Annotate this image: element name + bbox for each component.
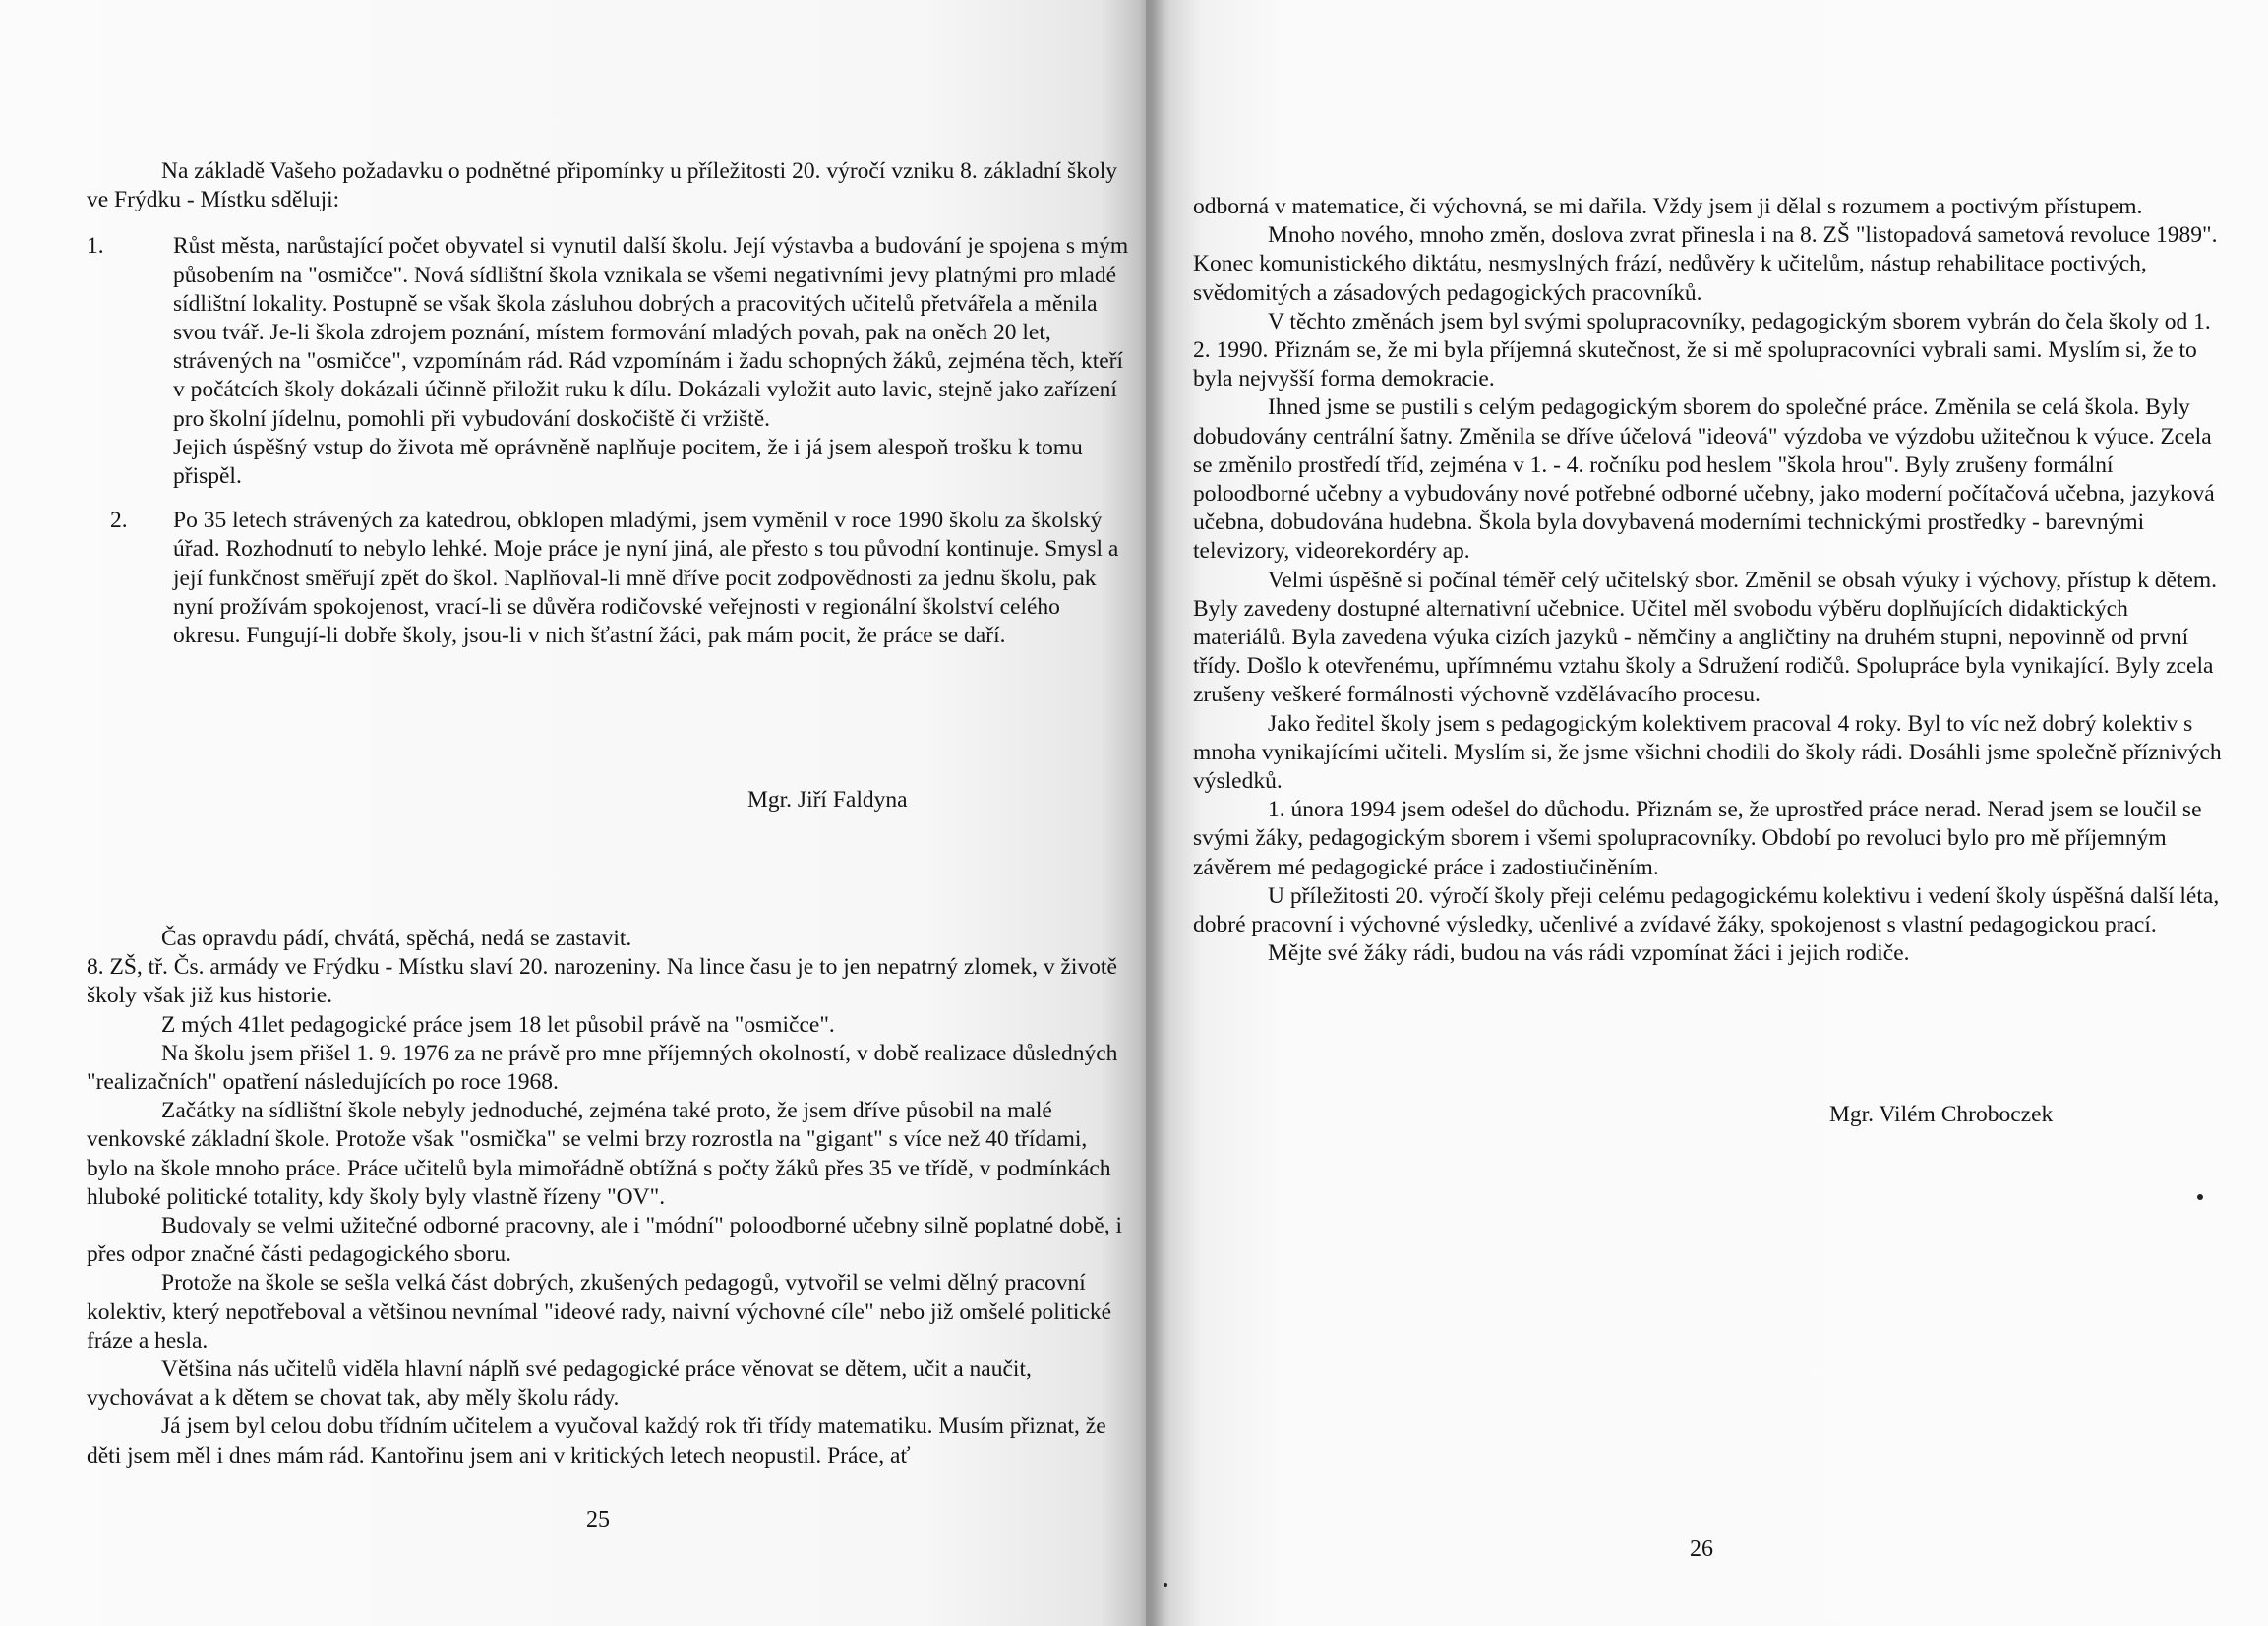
right-paragraph-3: Ihned jsme se pustili s celým pedagogickým sborem do společné práce. Změnila se celá škola. Byly dobudovány centrální šatny. Změnila se dříve účelová "ideová" výzdoba ve výzdobu užitečnou k výuce. Zcela se změnilo prostředí tříd, zejména v 1. - 4. ročníku pod heslem "škola hrou". Byly zrušeny formální poloodborné učebny a vybudovány nové potřebné odborné učebny, jako moderní počítačová učebna, jazyková učebna, dobudována hudebna. Škola byla dovybavená moderními technickými prostředky - barevnými televizory, videorekordéry ap.: [1193, 394, 2215, 565]
list-item-1-text: Růst města, narůstající počet obyvatel si vynutil další školu. Její výstavba a budování je spojena s mým působením na "osmičce". Nová sídlištní škola vznikala se všemi negativními jevy platnými pro mladé sídlištní lokality. Postupně se však škola zásluhou dobrých a pracovitých učitelů přetvářela a měnila svou tvář. Je-li škola zdrojem poznání, místem formování mladých povah, pak na oněch 20 let, strávených na "osmičce", vzpomínám rád. Rád vzpomínám i žadu schopných žáků, zejména těch, kteří v počátcích školy dokázali účinně přiložit ruku k dílu. Dokázali vyložit auto lavic, stejně jako zařízení pro školní jídelnu, pomohli při vybudování doskočiště či vržiště.: [173, 233, 1129, 432]
list-item-2-number: 2.: [110, 508, 128, 534]
page-number-left: 25: [586, 1507, 610, 1533]
left-paragraph-3: Z mých 41let pedagogické práce jsem 18 let působil právě na "osmičce".: [161, 1011, 835, 1038]
list-item-1: [87, 232, 1129, 491]
left-paragraph-6: Budovaly se velmi užitečné odborné pracovny, ale i "módní" poloodborné učebny silně poplatné době, i přes odpor značné části pedagogického sboru.: [87, 1213, 1122, 1268]
left-paragraph-2: 8. ZŠ, tř. Čs. armády ve Frýdku - Místku slaví 20. narozeniny. Na lince času je to jen nepatrný zlomek, v životě školy však již kus historie.: [87, 954, 1117, 1009]
page-number-right: 26: [1690, 1536, 1713, 1562]
list-item-2-text: Po 35 letech strávených za katedrou, obklopen mladými, jsem vyměnil v roce 1990 školu za školský úřad. Rozhodnutí to nebylo lehké. Moje práce je nyní jiná, ale přesto s tou původní kontinuje. Smysl a její funkčnost směřují zpět do škol. Naplňoval-li mně dříve pocit zodpovědnosti za jednu školu, pak nyní prožívám spokojenost, vrací-li se důvěra rodičovské veřejnosti v regionální školství celého okresu. Fungují-li dobře školy, jsou-li v nich šťastní žáci, pak mám pocit, že práce se daří.: [173, 508, 1119, 649]
left-paragraph-1: Čas opravdu pádí, chvátá, spěchá, nedá se zastavit.: [161, 926, 632, 951]
letter-1: [87, 157, 1129, 650]
signature-faldyna: Mgr. Jiří Faldyna: [747, 787, 908, 813]
right-paragraph-6: 1. února 1994 jsem odešel do důchodu. Přiznám se, že uprostřed práce nerad. Nerad jsem se loučil se svými žáky, pedagogickým sborem i všemi spolupracovníky. Období po revoluci bylo pro mě příjemným závěrem mé pedagogické práce i zadostiučiněním.: [1193, 797, 2202, 880]
signature-chroboczek: Mgr. Vilém Chroboczek: [1829, 1102, 2054, 1127]
right-paragraph-1: Mnoho nového, mnoho změn, doslova zvrat přinesla i na 8. ZŠ "listopadová sametová revoluce 1989". Konec komunistického diktátu, nesmyslných frází, nedůvěry k učitelům, nástup rehabilitace poctivých, svědomitých a zásadových pedagogických pracovníků.: [1193, 222, 2218, 306]
letter-1-intro: Na základě Vašeho požadavku o podnětné připomínky u příležitosti 20. výročí vzniku 8. základní školy ve Frýdku - Místku sděluji:: [87, 158, 1117, 213]
right-paragraph-4: Velmi úspěšně si počínal téměř celý učitelský sbor. Změnil se obsah výuky i výchovy, přístup k dětem. Byly zavedeny dostupné alternativní učebnice. Učitel měl svobodu výběru doplňujících didaktických materiálů. Byla zavedena výuka cizích jazyků - němčiny a angličtiny na druhém stupni, nepovinně od první třídy. Došlo k otevřenému, upřímnému vztahu školy a Sdružení rodičů. Spolupráce byla vynikající. Byly zcela zrušeny veškeré formálnosti výchovně vzdělávacího procesu.: [1193, 567, 2218, 708]
list-item-2: [87, 507, 1129, 650]
left-paragraph-8: Většina nás učitelů viděla hlavní náplň své pedagogické práce věnovat se dětem, učit a naučit, vychovávat a k dětem se chovat tak, aby měly školu rády.: [87, 1356, 1032, 1412]
right-paragraph-7: U příležitosti 20. výročí školy přeji celému pedagogickému kolektivu i vedení školy úspěšná další léta, dobré pracovní i výchovné výsledky, učenlivé a zvídavé žáky, spokojenost s vlastní pedagogickou prací.: [1193, 882, 2220, 938]
specks: [2197, 1194, 2203, 1200]
letter-2-left: [87, 925, 1129, 1471]
right-paragraph-8: Mějte své žáky rádi, budou na vás rádi vzpomínat žáci i jejich rodiče.: [1268, 940, 1910, 967]
left-paragraph-7: Protože na škole se sešla velká část dobrých, zkušených pedagogů, vytvořil se velmi dělný pracovní kolektiv, který nepotřeboval a většinou nevnímal "ideové rady, naivní výchovné cíle" nebo již omšelé politické fráze a hesla.: [87, 1270, 1111, 1354]
letter-2-right: [1193, 193, 2226, 968]
right-continuation: odborná v matematice, či výchovná, se mi dařila. Vždy jsem ji dělal s rozumem a poctivým přístupem.: [1193, 194, 2143, 219]
specks: [1164, 1583, 1167, 1587]
book-fold-shadow: [1139, 0, 1164, 1626]
left-paragraph-5: Začátky na sídlištní škole nebyly jednoduché, zejména také proto, že jsem dříve působil na malé venkovské základní škole. Protože však "osmička" se velmi brzy rozrostla na "gigant" s více než 40 třídami, bylo na škole mnoho práce. Práce učitelů byla mimořádně obtížná s počty žáků přes 35 ve třídě, v podmínkách hluboké politické totality, kdy školy byly vlastně řízeny "OV".: [87, 1098, 1111, 1210]
left-paragraph-9: Já jsem byl celou dobu třídním učitelem a vyučoval každý rok tři třídy matematiku. Musím přiznat, že děti jsem měl i dnes mám rád. Kantořinu jsem ani v kritických letech neopustil. Práce, ať: [87, 1414, 1106, 1469]
right-paragraph-5: Jako ředitel školy jsem s pedagogickým kolektivem pracoval 4 roky. Byl to víc než dobrý kolektiv s mnoha vynikajícími učiteli. Myslím si, že jsme všichni chodili do školy rádi. Dosáhli jsme společně příznivých výsledků.: [1193, 710, 2222, 795]
list-item-1-number: 1.: [87, 233, 104, 260]
list-item-1-text2: Jejich úspěšný vstup do života mě oprávněně naplňuje pocitem, že i já jsem alespoň trošku k tomu přispěl.: [173, 434, 1083, 490]
left-paragraph-4: Na školu jsem přišel 1. 9. 1976 za ne právě pro mne příjemných okolností, v době realizace důsledných "realizačních" opatření následujících po roce 1968.: [87, 1040, 1118, 1096]
right-paragraph-2: V těchto změnách jsem byl svými spolupracovníky, pedagogickým sborem vybrán do čela školy od 1. 2. 1990. Přiznám se, že mi byla příjemná skutečnost, že si mě spolupracovníci vybrali sami. Myslím si, že to byla nejvyšší forma demokracie.: [1193, 308, 2211, 392]
